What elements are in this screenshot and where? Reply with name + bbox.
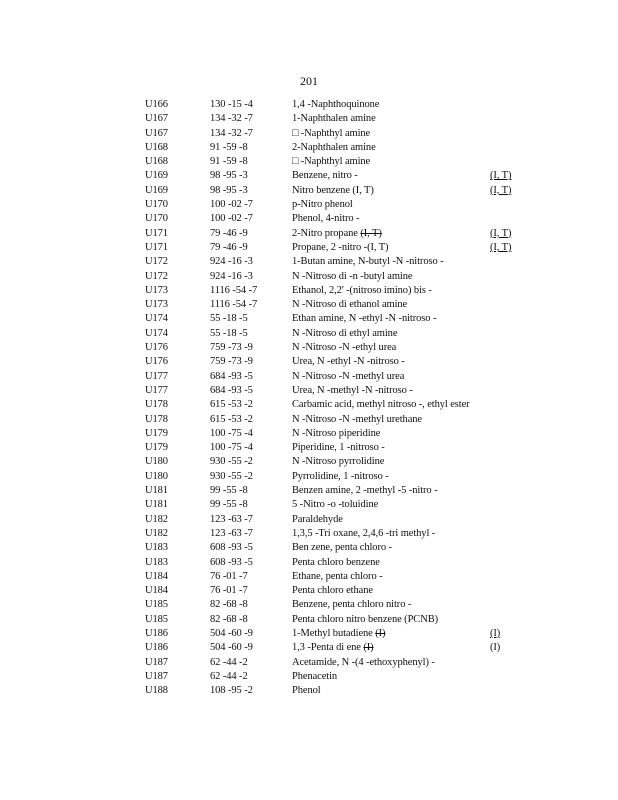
table-row xyxy=(145,298,525,312)
table-row xyxy=(145,127,525,141)
waste-code: U174 xyxy=(145,327,168,339)
chemical-name: N -Nitroso -N -ethyl urea xyxy=(292,342,397,354)
waste-code: U171 xyxy=(145,241,168,253)
cas-number: 615 -53 -2 xyxy=(210,399,253,411)
table-row xyxy=(145,327,525,341)
chemical-name-cell xyxy=(292,384,490,398)
chemical-name: p-Nitro phenol xyxy=(292,199,353,211)
cas-number: 924 -16 -3 xyxy=(210,270,253,282)
table-row xyxy=(145,541,525,555)
chemical-name-cell xyxy=(292,670,490,684)
waste-code: U166 xyxy=(145,99,168,110)
table-row xyxy=(145,155,525,169)
chemical-name: Piperidine, 1 -nitroso - xyxy=(292,442,385,454)
chemical-name: Ethan amine, N -ethyl -N -nitroso - xyxy=(292,313,437,325)
chemical-name-cell xyxy=(292,298,490,312)
chemical-name-cell xyxy=(292,641,490,655)
chemical-name-cell xyxy=(292,413,490,427)
waste-code: U167 xyxy=(145,113,168,125)
table-row xyxy=(145,270,525,284)
waste-code: U186 xyxy=(145,627,168,639)
table-row xyxy=(145,641,525,655)
table-row xyxy=(145,455,525,469)
chemical-name: N -Nitroso di ethyl amine xyxy=(292,327,398,339)
chemical-name: Carbamic acid, methyl nitroso -, ethyl ester xyxy=(292,399,470,411)
cas-number: 100 -02 -7 xyxy=(210,213,253,225)
table-row xyxy=(145,441,525,455)
waste-code: U174 xyxy=(145,313,168,325)
waste-code: U173 xyxy=(145,299,168,311)
table-row xyxy=(145,212,525,226)
cas-number: 1116 -54 -7 xyxy=(210,284,258,296)
waste-code: U176 xyxy=(145,342,168,354)
waste-code: U170 xyxy=(145,199,168,211)
chemical-name-cell xyxy=(292,341,490,355)
chemical-name: Penta chloro benzene xyxy=(292,556,380,568)
waste-code: U182 xyxy=(145,527,168,539)
table-row xyxy=(145,198,525,212)
cas-number: 759 -73 -9 xyxy=(210,342,253,354)
waste-code: U170 xyxy=(145,213,168,225)
page-number: 201 xyxy=(300,74,318,88)
chemical-name-cell xyxy=(292,598,490,612)
chemical-name: N -Nitroso piperidine xyxy=(292,427,381,439)
chemical-name-cell xyxy=(292,198,490,212)
table-row xyxy=(145,470,525,484)
struck-hazard-code: (I) xyxy=(363,642,374,654)
table-row xyxy=(145,284,525,298)
table-row xyxy=(145,584,525,598)
chemical-name: Paraldehyde xyxy=(292,513,343,525)
table-row xyxy=(145,141,525,155)
table-row xyxy=(145,484,525,498)
waste-code: U187 xyxy=(145,656,168,668)
chemical-name: N -Nitroso di -n -butyl amine xyxy=(292,270,413,282)
cas-number: 99 -55 -8 xyxy=(210,499,248,511)
chemical-name: □ -Naphthyl amine xyxy=(292,156,371,168)
waste-code: U172 xyxy=(145,256,168,268)
chemical-name-cell xyxy=(292,227,490,241)
cas-number: 130 -15 -4 xyxy=(210,99,253,110)
waste-code: U171 xyxy=(145,227,168,239)
chemical-name: Phenol xyxy=(292,685,321,697)
table-row xyxy=(145,112,525,126)
chemical-name-cell xyxy=(292,427,490,441)
chemical-name-cell xyxy=(292,441,490,455)
cas-number: 55 -18 -5 xyxy=(210,327,248,339)
chemical-name-cell xyxy=(292,155,490,169)
cas-number: 930 -55 -2 xyxy=(210,456,253,468)
waste-code: U185 xyxy=(145,599,168,611)
waste-code: U169 xyxy=(145,170,168,182)
cas-number: 55 -18 -5 xyxy=(210,313,248,325)
chemical-name: 1-Butan amine, N-butyl -N -nitroso - xyxy=(292,256,444,268)
waste-code: U177 xyxy=(145,384,168,396)
chemical-name-cell xyxy=(292,370,490,384)
table-row xyxy=(145,427,525,441)
waste-code: U181 xyxy=(145,485,168,497)
hazard-code: (I) xyxy=(490,627,501,639)
chemical-name-cell xyxy=(292,255,490,269)
cas-number: 134 -32 -7 xyxy=(210,127,253,139)
chemical-name: N -Nitroso -N -methyl urea xyxy=(292,370,405,382)
chemical-name: 2-Nitro propane xyxy=(292,227,361,239)
cas-number: 91 -59 -8 xyxy=(210,141,248,153)
table-row xyxy=(145,670,525,684)
struck-hazard-code: (I, T) xyxy=(360,227,382,239)
chemical-name-cell xyxy=(292,470,490,484)
cas-number: 82 -68 -8 xyxy=(210,613,248,625)
chemical-name: Penta chloro nitro benzene (PCNB) xyxy=(292,613,438,625)
waste-code: U183 xyxy=(145,542,168,554)
waste-code: U178 xyxy=(145,399,168,411)
chemical-name-cell xyxy=(292,498,490,512)
cas-number: 79 -46 -9 xyxy=(210,241,248,253)
chemical-name-cell xyxy=(292,284,490,298)
cas-number: 76 -01 -7 xyxy=(210,570,248,582)
table-row xyxy=(145,613,525,627)
chemical-name: Pyrrolidine, 1 -nitroso - xyxy=(292,470,389,482)
table-row xyxy=(145,312,525,326)
hazard-code: (I, T) xyxy=(490,170,512,182)
chemical-name: Urea, N -ethyl -N -nitroso - xyxy=(292,356,405,368)
table-row xyxy=(145,684,525,698)
table-row xyxy=(145,355,525,369)
table-row xyxy=(145,656,525,670)
table-row xyxy=(145,627,525,641)
chemical-name-cell xyxy=(292,327,490,341)
hazard-code: (I, T) xyxy=(490,241,512,253)
waste-code: U187 xyxy=(145,670,168,682)
chemical-name-cell xyxy=(292,513,490,527)
waste-code: U167 xyxy=(145,127,168,139)
chemical-name: 1-Methyl butadiene xyxy=(292,627,376,639)
cas-number: 100 -75 -4 xyxy=(210,427,253,439)
table-row xyxy=(145,513,525,527)
chemical-name: Acetamide, N -(4 -ethoxyphenyl) - xyxy=(292,656,435,668)
waste-code: U168 xyxy=(145,141,168,153)
table-row xyxy=(145,227,525,241)
chemical-name: N -Nitroso di ethanol amine xyxy=(292,299,408,311)
chemical-name-cell xyxy=(292,141,490,155)
chemical-name-cell xyxy=(292,656,490,670)
waste-code: U181 xyxy=(145,499,168,511)
hazard-code: (I) xyxy=(490,642,501,654)
chemical-name-cell xyxy=(292,455,490,469)
cas-number: 504 -60 -9 xyxy=(210,642,253,654)
chemical-name: 1-Naphthalen amine xyxy=(292,113,376,125)
waste-code: U179 xyxy=(145,442,168,454)
cas-number: 100 -02 -7 xyxy=(210,199,253,211)
waste-code: U183 xyxy=(145,556,168,568)
waste-code: U186 xyxy=(145,642,168,654)
waste-code: U184 xyxy=(145,570,168,582)
chemical-name: Benzene, nitro - xyxy=(292,170,358,182)
cas-number: 82 -68 -8 xyxy=(210,599,248,611)
chemical-name: Nitro benzene (I, T) xyxy=(292,184,374,196)
waste-code: U180 xyxy=(145,470,168,482)
chemical-name-cell xyxy=(292,312,490,326)
chemical-name-cell xyxy=(292,484,490,498)
cas-number: 608 -93 -5 xyxy=(210,556,253,568)
chemical-name: Phenacetin xyxy=(292,670,338,682)
table-row xyxy=(145,184,525,198)
table-row xyxy=(145,241,525,255)
chemical-name: 2-Naphthalen amine xyxy=(292,141,376,153)
cas-number: 98 -95 -3 xyxy=(210,170,248,182)
waste-code: U177 xyxy=(145,370,168,382)
waste-code: U168 xyxy=(145,156,168,168)
cas-number: 684 -93 -5 xyxy=(210,370,253,382)
chemical-name-cell xyxy=(292,270,490,284)
cas-number: 123 -63 -7 xyxy=(210,513,253,525)
hazard-code: (I, T) xyxy=(490,227,512,239)
chemical-name: Phenol, 4-nitro - xyxy=(292,213,360,225)
table-row xyxy=(145,598,525,612)
table-row xyxy=(145,413,525,427)
chemical-name: 1,3,5 -Tri oxane, 2,4,6 -tri methyl - xyxy=(292,527,436,539)
table-row xyxy=(145,255,525,269)
waste-code: U169 xyxy=(145,184,168,196)
chemical-name-cell xyxy=(292,398,490,412)
cas-number: 79 -46 -9 xyxy=(210,227,248,239)
cas-number: 930 -55 -2 xyxy=(210,470,253,482)
cas-number: 76 -01 -7 xyxy=(210,585,248,597)
cas-number: 123 -63 -7 xyxy=(210,527,253,539)
chemical-name-cell xyxy=(292,613,490,627)
cas-number: 924 -16 -3 xyxy=(210,256,253,268)
waste-code: U173 xyxy=(145,284,168,296)
chemical-name: Benzene, penta chloro nitro - xyxy=(292,599,412,611)
table-row xyxy=(145,169,525,183)
chemical-name-cell xyxy=(292,98,490,112)
waste-code: U185 xyxy=(145,613,168,625)
waste-code-table xyxy=(145,98,525,698)
cas-number: 684 -93 -5 xyxy=(210,384,253,396)
cas-number: 134 -32 -7 xyxy=(210,113,253,125)
table-row xyxy=(145,370,525,384)
cas-number: 62 -44 -2 xyxy=(210,656,248,668)
chemical-name: Penta chloro ethane xyxy=(292,585,373,597)
waste-code: U178 xyxy=(145,413,168,425)
struck-hazard-code: (I) xyxy=(375,627,386,639)
cas-number: 98 -95 -3 xyxy=(210,184,248,196)
waste-code: U184 xyxy=(145,585,168,597)
chemical-name-cell xyxy=(292,212,490,226)
chemical-name: 1,4 -Naphthoquinone xyxy=(292,99,380,110)
cas-number: 91 -59 -8 xyxy=(210,156,248,168)
chemical-name-cell xyxy=(292,584,490,598)
chemical-name: Ben zene, penta chloro - xyxy=(292,542,392,554)
cas-number: 100 -75 -4 xyxy=(210,442,253,454)
table-row xyxy=(145,398,525,412)
chemical-name-cell xyxy=(292,556,490,570)
chemical-name-cell xyxy=(292,527,490,541)
table-row xyxy=(145,570,525,584)
chemical-name: Propane, 2 -nitro -(I, T) xyxy=(292,241,389,253)
waste-code: U179 xyxy=(145,427,168,439)
chemical-name: N -Nitroso pyrrolidine xyxy=(292,456,385,468)
chemical-name: Benzen amine, 2 -methyl -5 -nitro - xyxy=(292,485,438,497)
chemical-name-cell xyxy=(292,241,490,255)
table-row xyxy=(145,527,525,541)
waste-code: U182 xyxy=(145,513,168,525)
chemical-name: 1,3 -Penta di ene xyxy=(292,642,364,654)
cas-number: 1116 -54 -7 xyxy=(210,299,258,311)
hazard-code: (I, T) xyxy=(490,184,512,196)
chemical-name-cell xyxy=(292,127,490,141)
waste-code: U180 xyxy=(145,456,168,468)
waste-code: U176 xyxy=(145,356,168,368)
cas-number: 99 -55 -8 xyxy=(210,485,248,497)
cas-number: 759 -73 -9 xyxy=(210,356,253,368)
waste-code: U188 xyxy=(145,685,168,697)
table-row xyxy=(145,384,525,398)
cas-number: 108 -95 -2 xyxy=(210,685,253,697)
table-row xyxy=(145,556,525,570)
chemical-name-cell xyxy=(292,184,490,198)
cas-number: 504 -60 -9 xyxy=(210,627,253,639)
chemical-name: N -Nitroso -N -methyl urethane xyxy=(292,413,422,425)
chemical-name: Ethane, penta chloro - xyxy=(292,570,383,582)
chemical-name-cell xyxy=(292,627,490,641)
chemical-name: Urea, N -methyl -N -nitroso - xyxy=(292,384,413,396)
table-row xyxy=(145,498,525,512)
cas-number: 62 -44 -2 xyxy=(210,670,248,682)
chemical-name-cell xyxy=(292,684,490,698)
waste-code: U172 xyxy=(145,270,168,282)
chemical-name-cell xyxy=(292,570,490,584)
chemical-name-cell xyxy=(292,355,490,369)
table-row xyxy=(145,341,525,355)
chemical-name-cell xyxy=(292,169,490,183)
chemical-name-cell xyxy=(292,541,490,555)
chemical-name: □ -Naphthyl amine xyxy=(292,127,371,139)
chemical-name-cell xyxy=(292,112,490,126)
chemical-name: Ethanol, 2,2' -(nitroso imino) bis - xyxy=(292,284,432,296)
cas-number: 615 -53 -2 xyxy=(210,413,253,425)
table-row xyxy=(145,98,525,112)
cas-number: 608 -93 -5 xyxy=(210,542,253,554)
chemical-name: 5 -Nitro -o -toluidine xyxy=(292,499,379,511)
